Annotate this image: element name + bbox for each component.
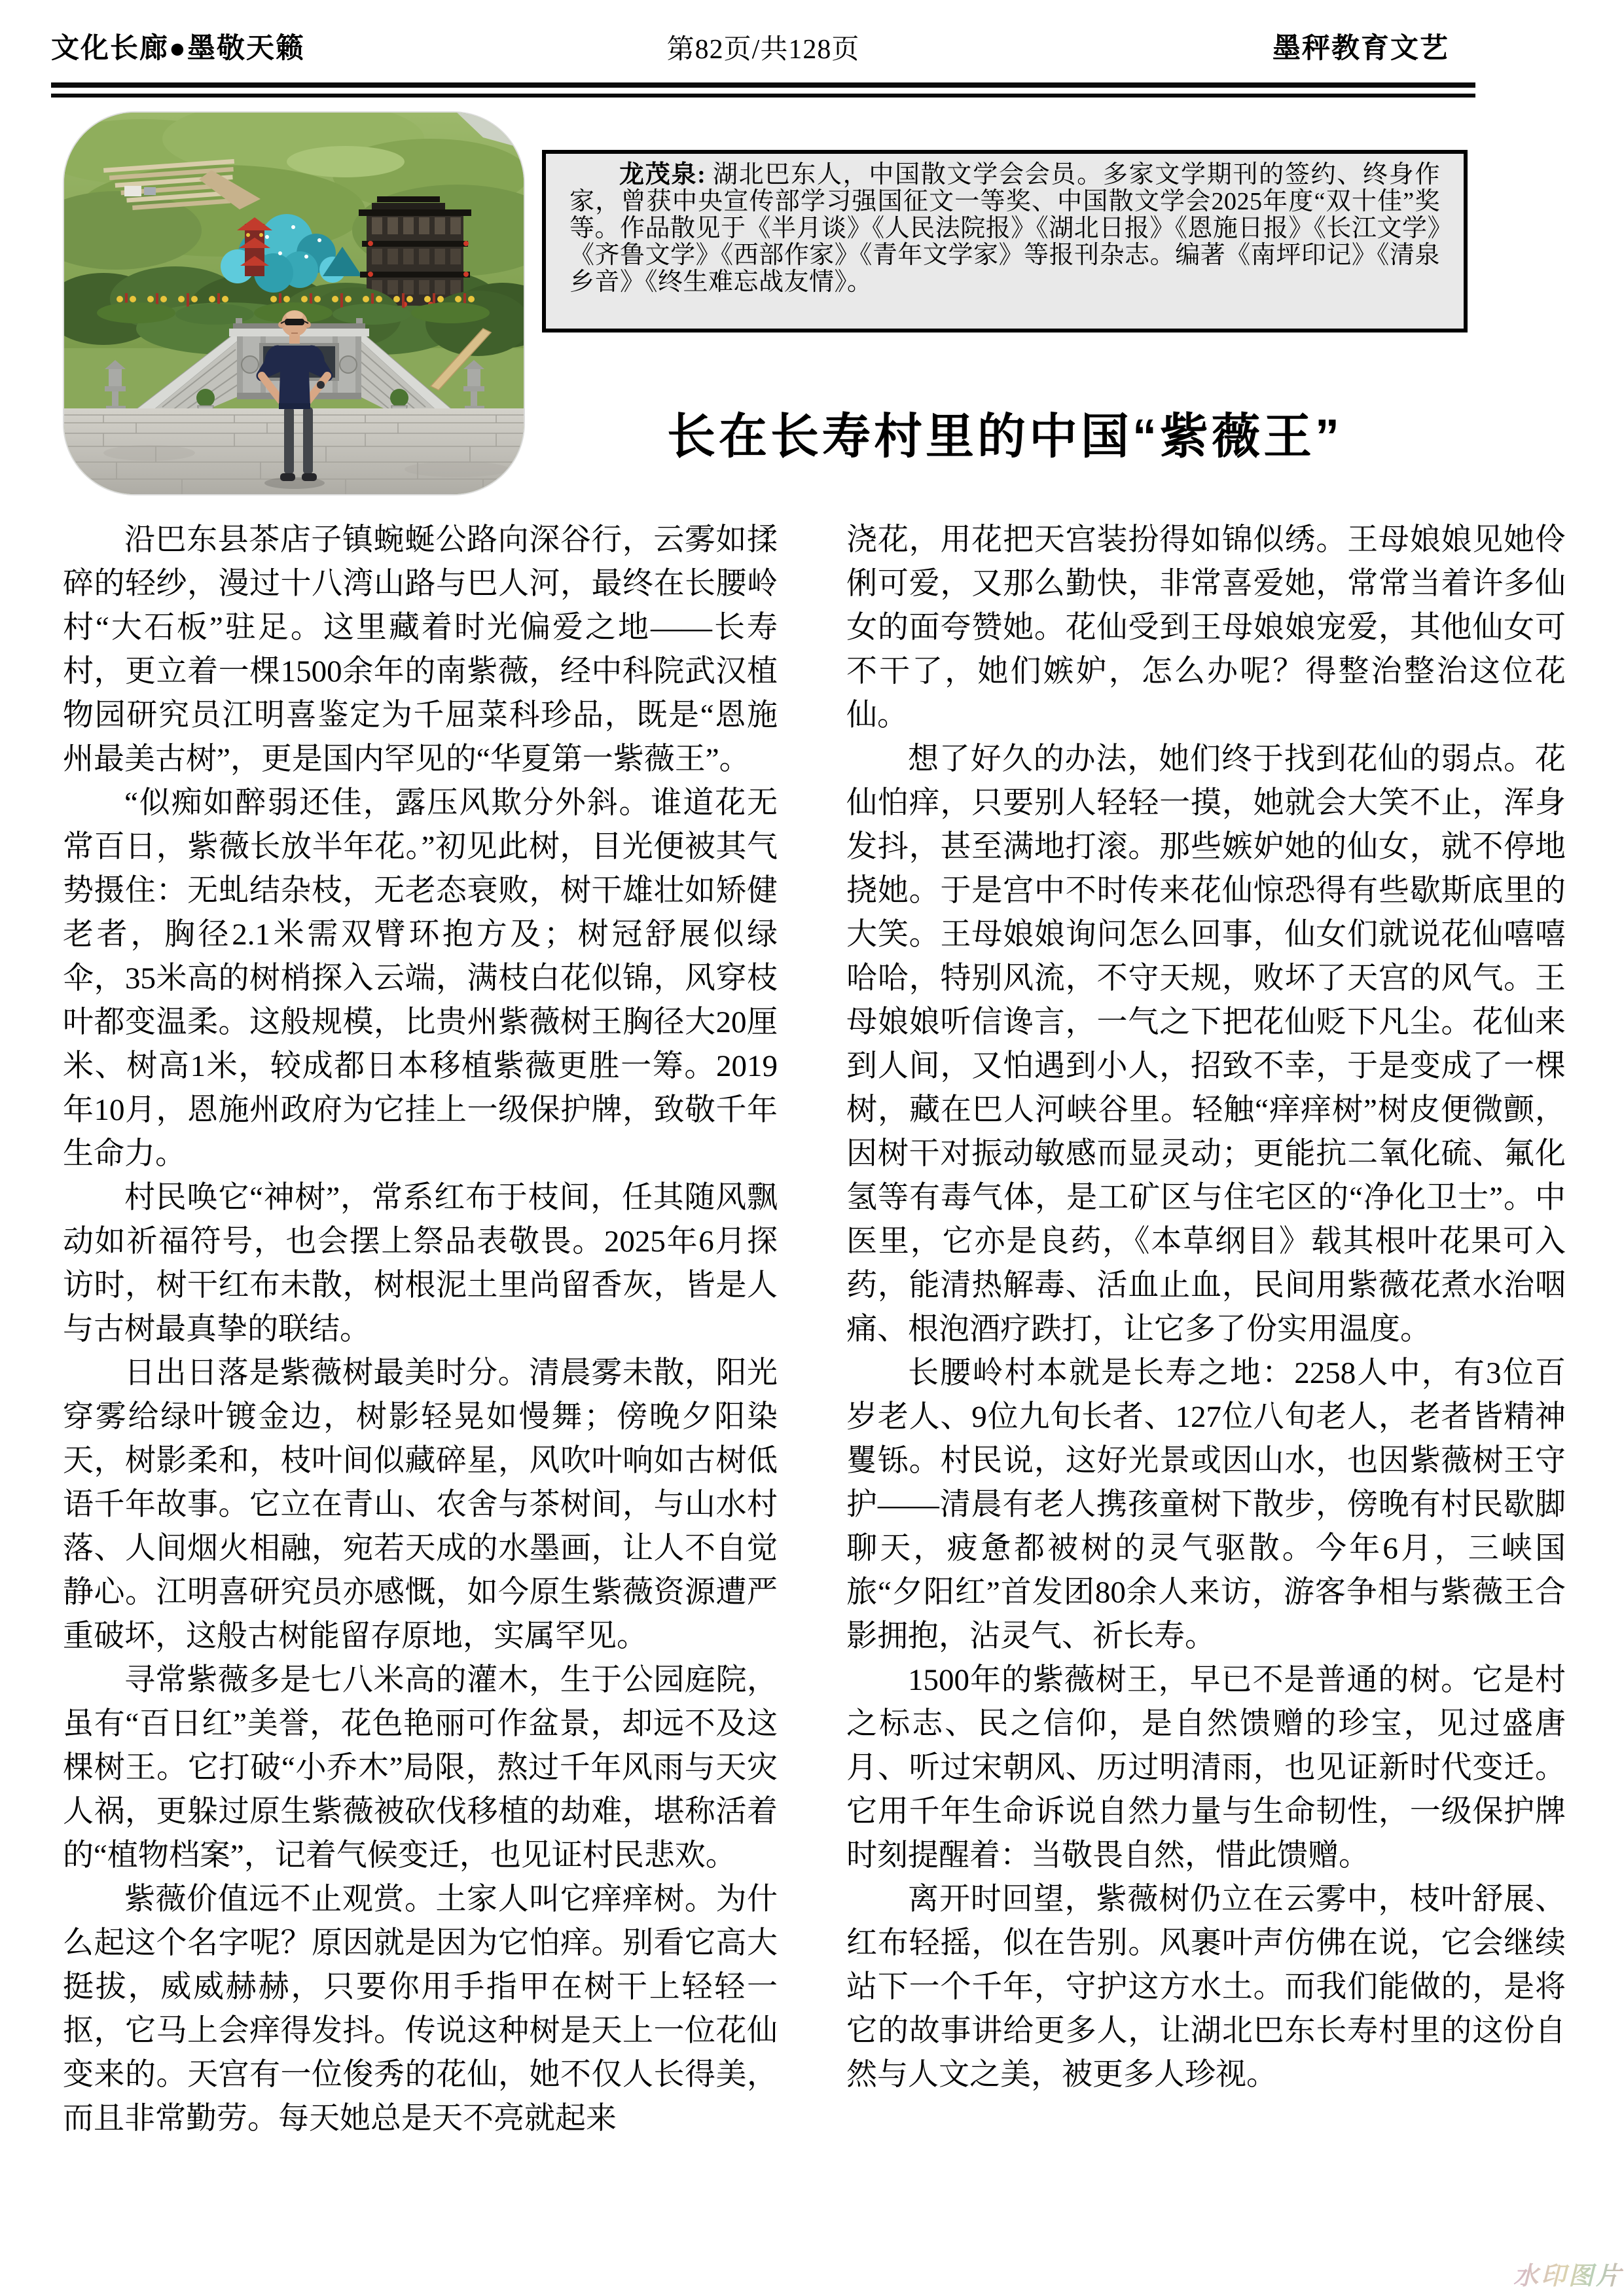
author-photo-illustration: [64, 113, 524, 494]
author-bio-text: 湖北巴东人，中国散文学会会员。多家文学期刊的签约、终身作家，曾获中央宣传部学习强国征文一等奖、中国散文学会2025年度“双十佳”奖等。作品散见于《半月谈》《人民法院报》《湖北日报》《恩施日报》《长江文学》《齐鲁文学》《西部作家》《青年文学家》等报刊杂志。编著《南坪印记》《清泉乡音》《终生难忘战友情》。: [569, 161, 1440, 296]
header-publication-title: 墨秤教育文艺: [1272, 33, 1449, 64]
stone-lantern-right: [463, 360, 484, 411]
header-rule-bottom: [51, 94, 1475, 98]
author-bio: [569, 162, 1440, 296]
article-paragraph: 寻常紫薇多是七八米高的灌木，生于公园庭院，虽有“百日红”美誉，花色艳丽可作盆景，却远不及这棵树王。它打破“小乔木”局限，熬过千年风雨与天灾人祸，更躲过原生紫薇被砍伐移植的劫难，堪称活着的“植物档案”，记着气候变迁，也见证村民悲欢。: [63, 1663, 778, 1873]
header-page-number: 第82页/共128页: [666, 35, 860, 65]
author-name: 龙茂泉:: [619, 161, 706, 188]
author-photo: [64, 113, 524, 494]
article-title: 长在长寿村里的中国“紫薇王”: [667, 409, 1343, 463]
header-section-title: 文化长廊●墨敬天籁: [51, 33, 305, 64]
stone-lantern-left: [105, 360, 126, 411]
author-bio-box: [542, 150, 1468, 332]
article-paragraph: 长腰岭村本就是长寿之地：2258人中，有3位百岁老人、9位九旬长者、127位八旬老人，老者皆精神矍铄。村民说，这好光景或因山水，也因紫薇树王守护——清晨有老人携孩童树下散步，傍晚有村民歇脚聊天，疲惫都被树的灵气驱散。今年6月，三峡国旅“夕阳红”首发团80余人来访，游客争相与紫薇王合影拥抱，沾灵气、祈长寿。: [846, 1356, 1566, 1653]
article-paragraph: 紫薇价值远不止观赏。土家人叫它痒痒树。为什么起这个名字呢？原因就是因为它怕痒。别看它高大挺拔，威威赫赫，只要你用手指甲在树干上轻轻一抠，它马上会痒得发抖。传说这种树是天上一位花仙变来的。天宫有一位俊秀的花仙，她不仅人长得美，而且非常勤劳。每天她总是天不亮就起来: [63, 1882, 778, 2136]
page-header: [51, 22, 1475, 65]
article-paragraph: 离开时回望，紫薇树仍立在云雾中，枝叶舒展、红布轻摇，似在告别。风裹叶声仿佛在说，它会继续站下一个千年，守护这方水土。而我们能做的，是将它的故事讲给更多人，让湖北巴东长寿村里的这份自然与人文之美，被更多人珍视。: [846, 1882, 1566, 2092]
article-paragraph: 沿巴东县茶店子镇蜿蜒公路向深谷行，云雾如揉碎的轻纱，漫过十八湾山路与巴人河，最终在长腰岭村“大石板”驻足。这里藏着时光偏爱之地——长寿村，更立着一棵1500余年的南紫薇，经中科院武汉植物园研究员江明喜鉴定为千屈菜科珍品，既是“恩施州最美古树”，更是国内罕见的“华夏第一紫薇王”。: [63, 523, 778, 776]
article-column-right: [846, 518, 1566, 2097]
article-paragraph: 浇花，用花把天宫装扮得如锦似绣。王母娘娘见她伶俐可爱，又那么勤快，非常喜爱她，常常当着许多仙女的面夸赞她。花仙受到王母娘娘宠爱，其他仙女可不干了，她们嫉妒，怎么办呢？得整治整治这位花仙。: [846, 523, 1566, 732]
article-paragraph: 日出日落是紫薇树最美时分。清晨雾未散，阳光穿雾给绿叶镀金边，树影轻晃如慢舞；傍晚夕阳染天，树影柔和，枝叶间似藏碎星，风吹叶响如古树低语千年故事。它立在青山、农舍与茶树间，与山水村落、人间烟火相融，宛若天成的水墨画，让人不自觉静心。江明喜研究员亦感慨，如今原生紫薇资源遭严重破坏，这般古树能留存原地，实属罕见。: [63, 1356, 778, 1653]
article-paragraph: “似痴如醉弱还佳，露压风欺分外斜。谁道花无常百日，紫薇长放半年花。”初见此树，目光便被其气势摄住：无虬结杂枝，无老态衰败，树干雄壮如矫健老者，胸径2.1米需双臂环抱方及；树冠舒展似绿伞，35米高的树梢探入云端，满枝白花似锦，风穿枝叶都变温柔。这般规模，比贵州紫薇树王胸径大20厘米、树高1米，较成都日本移植紫薇更胜一筹。2019年10月，恩施州政府为它挂上一级保护牌，致敬千年生命力。: [63, 786, 778, 1171]
article-paragraph: 想了好久的办法，她们终于找到花仙的弱点。花仙怕痒，只要别人轻轻一摸，她就会大笑不止，浑身发抖，甚至满地打滚。那些嫉妒她的仙女，就不停地挠她。于是宫中不时传来花仙惊恐得有些歇斯底里的大笑。王母娘娘询问怎么回事，仙女们就说花仙嘻嘻哈哈，特别风流，不守天规，败坏了天宫的风气。王母娘娘听信谗言，一气之下把花仙贬下凡尘。花仙来到人间，又怕遇到小人，招致不幸，于是变成了一棵树，藏在巴人河峡谷里。轻触“痒痒树”树皮便微颤，因树干对振动敏感而显灵动；更能抗二氧化硫、氟化氢等有毒气体，是工矿区与住宅区的“净化卫士”。中医里，它亦是良药，《本草纲目》载其根叶花果可入药，能清热解毒、活血止血，民间用紫薇花煮水治咽痛、根泡酒疗跌打，让它多了份实用温度。: [846, 742, 1566, 1346]
watermark-text: 水印图片: [1513, 2255, 1623, 2291]
header-rule-top: [51, 82, 1475, 88]
article-paragraph: 村民唤它“神树”，常系红布于枝间，任其随风飘动如祈福符号，也会摆上祭品表敬畏。2025年6月探访时，树干红布未散，树根泥土里尚留香灰，皆是人与古树最真挚的联结。: [63, 1181, 778, 1346]
article-column-left: [63, 518, 778, 2141]
article-paragraph: 1500年的紫薇树王，早已不是普通的树。它是村之标志、民之信仰，是自然馈赠的珍宝，见过盛唐月、听过宋朝风、历过明清雨，也见证新时代变迁。它用千年生命诉说自然力量与生命韧性，一级保护牌时刻提醒着：当敬畏自然，惜此馈赠。: [846, 1663, 1566, 1873]
